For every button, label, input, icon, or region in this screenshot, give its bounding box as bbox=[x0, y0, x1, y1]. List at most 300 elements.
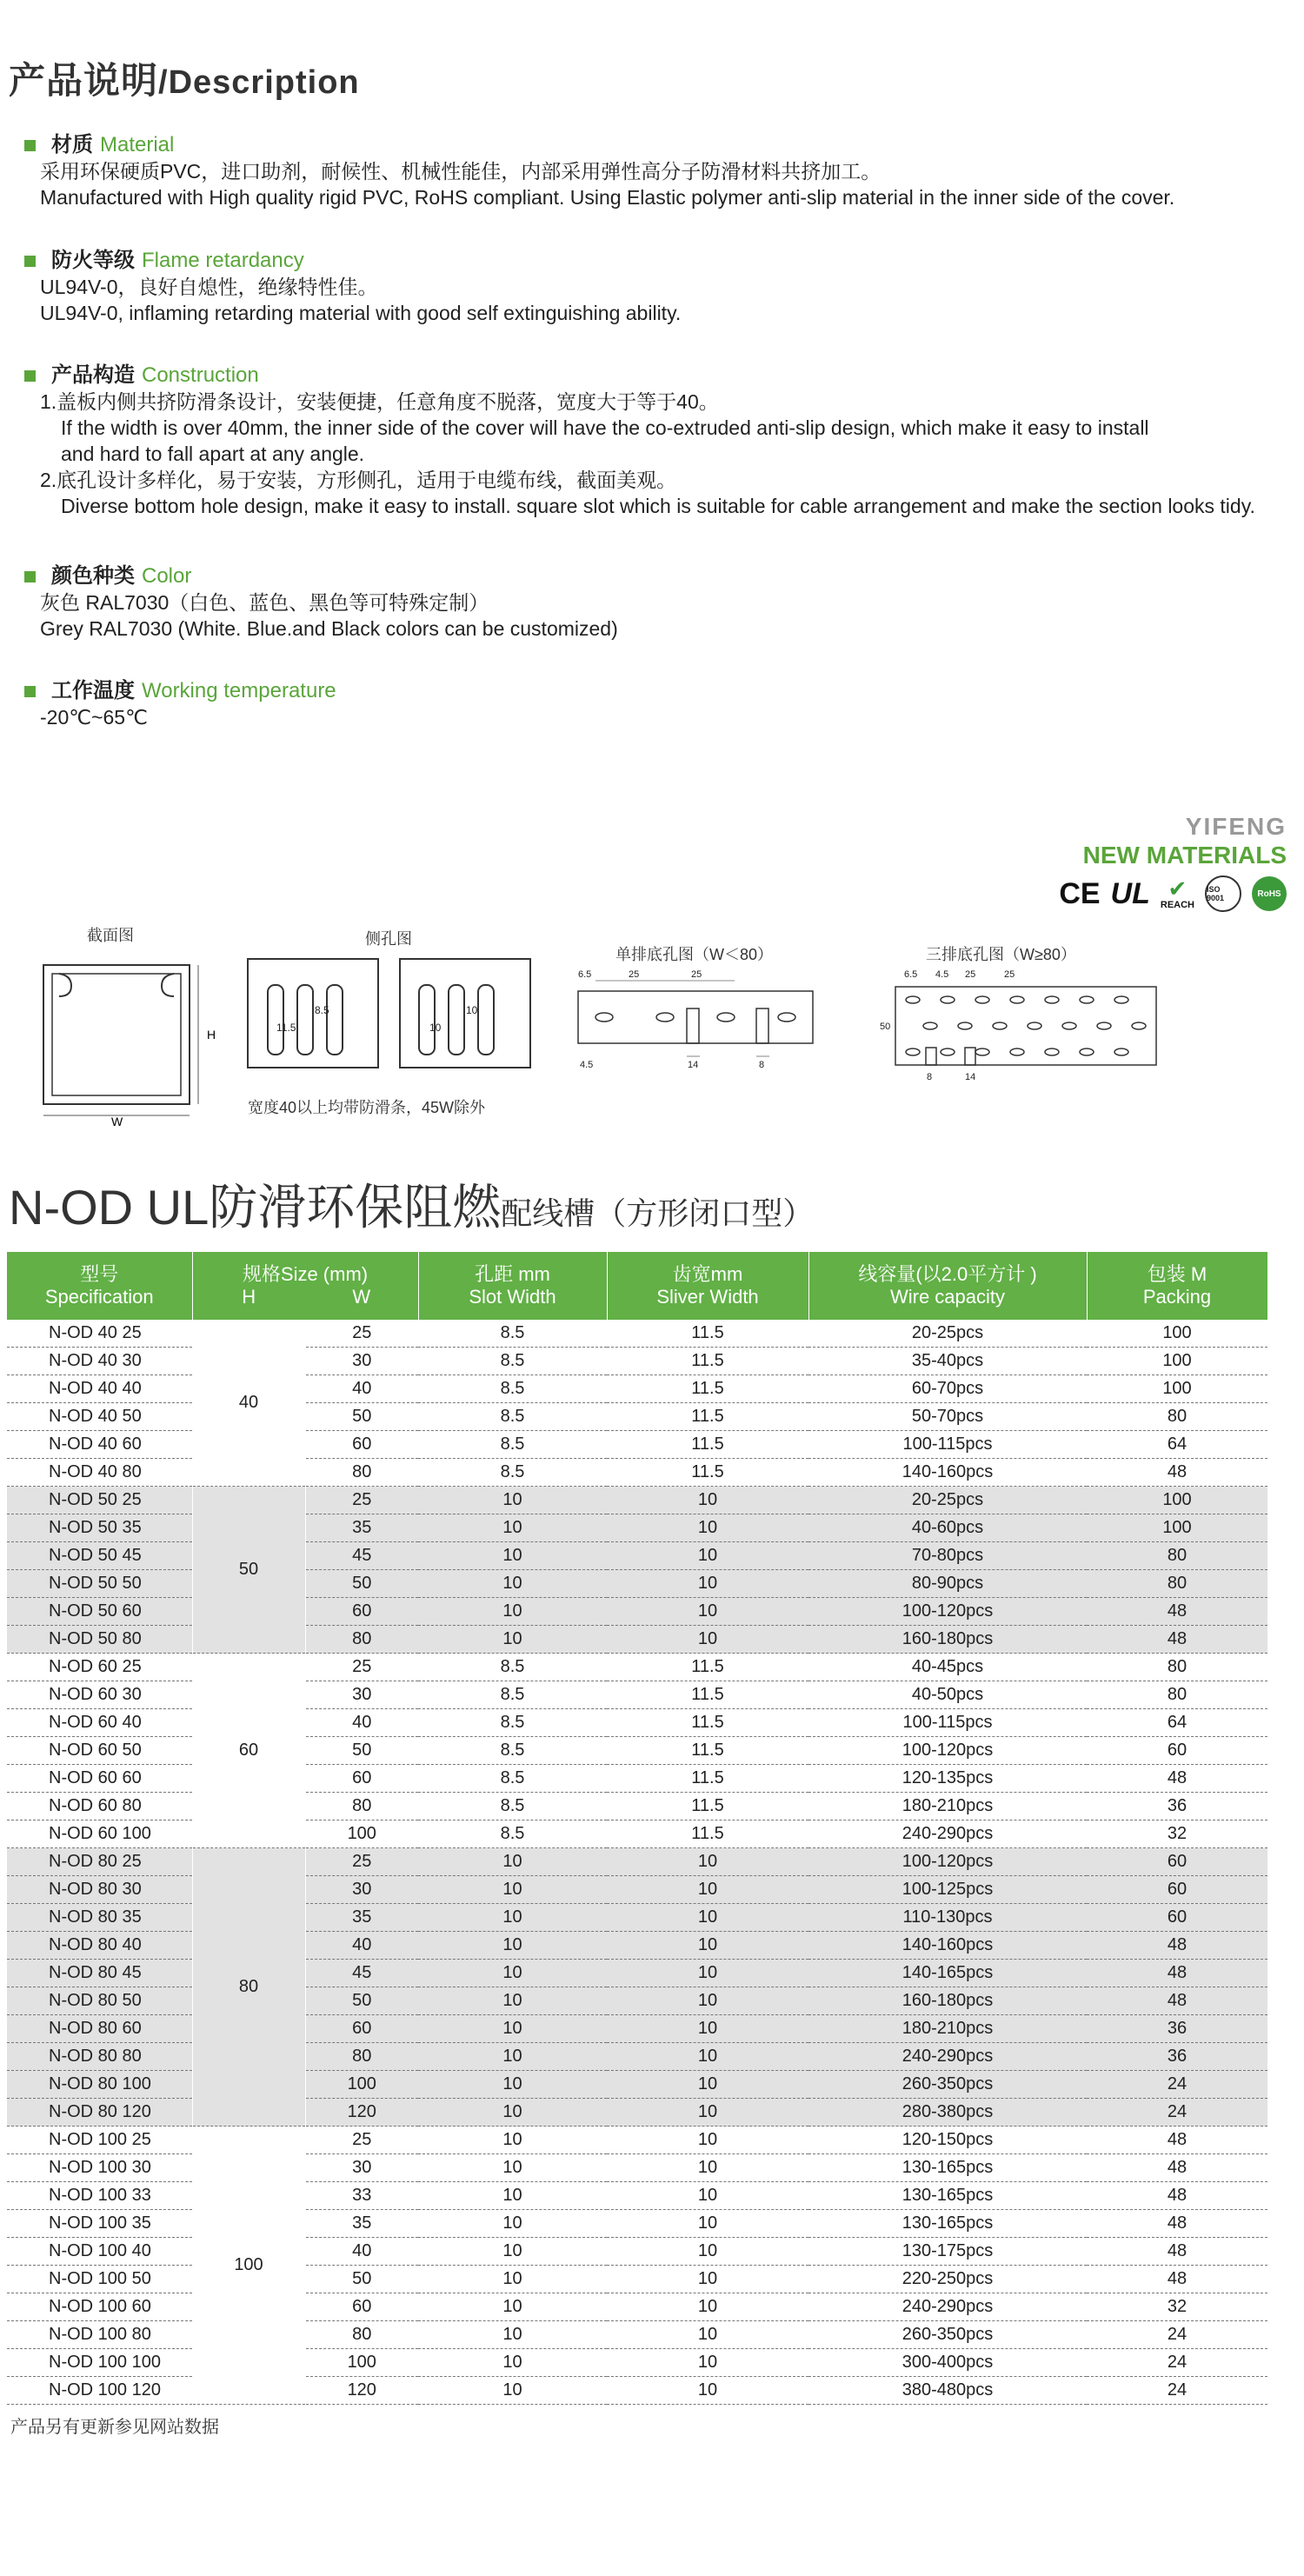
cell-w: 120 bbox=[305, 2377, 418, 2405]
cell-capacity: 40-60pcs bbox=[808, 1514, 1087, 1542]
cell-capacity: 130-175pcs bbox=[808, 2238, 1087, 2266]
cell-spec: N-OD 80 40 bbox=[7, 1932, 192, 1960]
cell-capacity: 260-350pcs bbox=[808, 2071, 1087, 2099]
cell-w: 25 bbox=[305, 1320, 418, 1348]
side-view-label: 侧孔图 bbox=[365, 930, 412, 948]
cell-sliver: 11.5 bbox=[607, 1375, 808, 1403]
cell-capacity: 130-165pcs bbox=[808, 2182, 1087, 2210]
section-title-en: Material bbox=[100, 133, 175, 156]
single-dim-2: 25 bbox=[629, 969, 640, 980]
cell-h: 40 bbox=[192, 1320, 305, 1487]
page-title-sep: / bbox=[158, 64, 169, 101]
cell-slot: 8.5 bbox=[418, 1737, 607, 1765]
cell-w: 80 bbox=[305, 1793, 418, 1821]
cell-capacity: 120-150pcs bbox=[808, 2127, 1087, 2154]
side-dim-3: 10 bbox=[466, 1004, 478, 1016]
cell-slot: 10 bbox=[418, 2154, 607, 2182]
cell-w: 30 bbox=[305, 1681, 418, 1709]
cell-sliver: 10 bbox=[607, 2210, 808, 2238]
construction-line-2: If the width is over 40mm, the inner side of the cover will have the co-extruded anti-slip design, which make it easy to install bbox=[61, 416, 1149, 439]
cell-spec: N-OD 60 50 bbox=[7, 1737, 192, 1765]
cell-capacity: 130-165pcs bbox=[808, 2154, 1087, 2182]
cell-packing: 24 bbox=[1087, 2377, 1267, 2405]
cell-spec: N-OD 80 50 bbox=[7, 1987, 192, 2015]
single-dim-5: 14 bbox=[688, 1060, 699, 1070]
col-slot-en: Slot Width bbox=[469, 1286, 556, 1308]
cell-sliver: 10 bbox=[607, 2266, 808, 2293]
section-title-en: Working temperature bbox=[142, 679, 336, 702]
cell-packing: 64 bbox=[1087, 1709, 1267, 1737]
cell-sliver: 10 bbox=[607, 2154, 808, 2182]
cell-w: 35 bbox=[305, 2210, 418, 2238]
cell-capacity: 20-25pcs bbox=[808, 1320, 1087, 1348]
single-dim-6: 8 bbox=[759, 1060, 765, 1070]
cell-w: 120 bbox=[305, 2099, 418, 2127]
cell-slot: 10 bbox=[418, 1542, 607, 1570]
cell-capacity: 380-480pcs bbox=[808, 2377, 1087, 2405]
cell-packing: 80 bbox=[1087, 1542, 1267, 1570]
cell-slot: 10 bbox=[418, 2266, 607, 2293]
table-group bbox=[7, 1320, 1267, 1487]
material-line-en: Manufactured with High quality rigid PVC, RoHS compliant. Using Elastic polymer anti-slip material in the inner side of the cover. bbox=[40, 186, 1175, 209]
cell-slot: 8.5 bbox=[418, 1403, 607, 1431]
cell-w: 80 bbox=[305, 2043, 418, 2071]
table-row bbox=[7, 1654, 1267, 1681]
cell-slot: 10 bbox=[418, 1987, 607, 2015]
cell-capacity: 240-290pcs bbox=[808, 1821, 1087, 1848]
col-cap-en: Wire capacity bbox=[889, 1286, 1006, 1308]
cell-spec: N-OD 60 40 bbox=[7, 1709, 192, 1737]
section-construction bbox=[24, 363, 1294, 519]
col-size bbox=[192, 1252, 418, 1320]
col-slot-cn: 孔距 mm bbox=[475, 1263, 550, 1285]
cell-capacity: 240-290pcs bbox=[808, 2293, 1087, 2321]
cell-w: 100 bbox=[305, 1821, 418, 1848]
cell-spec: N-OD 50 35 bbox=[7, 1514, 192, 1542]
cell-slot: 10 bbox=[418, 2099, 607, 2127]
cell-w: 40 bbox=[305, 1932, 418, 1960]
cell-spec: N-OD 100 30 bbox=[7, 2154, 192, 2182]
cell-packing: 100 bbox=[1087, 1487, 1267, 1514]
cell-slot: 10 bbox=[418, 2127, 607, 2154]
cell-h: 50 bbox=[192, 1487, 305, 1654]
cell-spec: N-OD 60 60 bbox=[7, 1765, 192, 1793]
side-dim-2: 11.5 bbox=[276, 1022, 296, 1034]
construction-line-4: 2.底孔设计多样化，易于安装，方形侧孔，适用于电缆布线，截面美观。 bbox=[40, 469, 677, 491]
triple-dim-1: 6.5 bbox=[904, 969, 918, 980]
single-dim-1: 6.5 bbox=[578, 969, 592, 980]
cell-spec: N-OD 80 80 bbox=[7, 2043, 192, 2071]
cell-capacity: 60-70pcs bbox=[808, 1375, 1087, 1403]
side-dim-1: 8.5 bbox=[315, 1004, 329, 1016]
section-view-label: 截面图 bbox=[87, 927, 134, 944]
brand-line-1: YIFENG bbox=[1185, 813, 1287, 840]
cell-sliver: 10 bbox=[607, 2071, 808, 2099]
cell-spec: N-OD 100 80 bbox=[7, 2321, 192, 2349]
cell-slot: 10 bbox=[418, 1626, 607, 1654]
cell-w: 45 bbox=[305, 1960, 418, 1987]
cell-capacity: 130-165pcs bbox=[808, 2210, 1087, 2238]
cell-spec: N-OD 40 60 bbox=[7, 1431, 192, 1459]
cell-w: 25 bbox=[305, 1487, 418, 1514]
cell-packing: 32 bbox=[1087, 1821, 1267, 1848]
cell-slot: 10 bbox=[418, 1598, 607, 1626]
cell-w: 50 bbox=[305, 1570, 418, 1598]
section-flame bbox=[24, 248, 1294, 326]
cell-capacity: 160-180pcs bbox=[808, 1987, 1087, 2015]
cell-spec: N-OD 100 40 bbox=[7, 2238, 192, 2266]
cell-slot: 8.5 bbox=[418, 1765, 607, 1793]
cell-spec: N-OD 60 30 bbox=[7, 1681, 192, 1709]
cell-packing: 36 bbox=[1087, 2015, 1267, 2043]
cell-w: 80 bbox=[305, 1626, 418, 1654]
page-title bbox=[9, 52, 360, 104]
cell-spec: N-OD 80 25 bbox=[7, 1848, 192, 1876]
color-line-en: Grey RAL7030 (White. Blue.and Black colors can be customized) bbox=[40, 617, 618, 640]
cell-capacity: 100-120pcs bbox=[808, 1598, 1087, 1626]
cell-packing: 100 bbox=[1087, 1320, 1267, 1348]
col-packing bbox=[1087, 1252, 1267, 1320]
flame-line-cn: UL94V-0，良好自熄性，绝缘特性佳。 bbox=[40, 276, 378, 298]
cell-sliver: 11.5 bbox=[607, 1403, 808, 1431]
dim-w-label: W bbox=[111, 1115, 123, 1126]
cell-packing: 100 bbox=[1087, 1514, 1267, 1542]
cell-slot: 10 bbox=[418, 2238, 607, 2266]
cell-slot: 10 bbox=[418, 1848, 607, 1876]
cell-packing: 80 bbox=[1087, 1570, 1267, 1598]
cell-slot: 10 bbox=[418, 2210, 607, 2238]
cell-capacity: 80-90pcs bbox=[808, 1570, 1087, 1598]
cell-w: 33 bbox=[305, 2182, 418, 2210]
cell-sliver: 10 bbox=[607, 1570, 808, 1598]
table-header-row bbox=[7, 1252, 1267, 1320]
bullet-square-icon bbox=[24, 140, 36, 151]
table-group bbox=[7, 1654, 1267, 1848]
section-title-cn: 材质 bbox=[51, 133, 93, 156]
cell-spec: N-OD 50 60 bbox=[7, 1598, 192, 1626]
cell-slot: 8.5 bbox=[418, 1431, 607, 1459]
cell-slot: 10 bbox=[418, 2293, 607, 2321]
col-cap-cn: 线容量(以2.0平方计 ) bbox=[858, 1263, 1037, 1285]
cell-packing: 48 bbox=[1087, 1932, 1267, 1960]
construction-line-3: and hard to fall apart at any angle. bbox=[61, 443, 365, 465]
brand-logo bbox=[1000, 813, 1287, 870]
cell-packing: 48 bbox=[1087, 1960, 1267, 1987]
cell-capacity: 40-45pcs bbox=[808, 1654, 1087, 1681]
cell-packing: 80 bbox=[1087, 1681, 1267, 1709]
side-view-diagram bbox=[243, 955, 539, 1076]
cell-sliver: 11.5 bbox=[607, 1709, 808, 1737]
cell-w: 40 bbox=[305, 1709, 418, 1737]
cell-packing: 24 bbox=[1087, 2071, 1267, 2099]
cell-spec: N-OD 40 25 bbox=[7, 1320, 192, 1348]
triple-row-label: 三排底孔图（W≥80） bbox=[926, 946, 1076, 963]
cell-sliver: 10 bbox=[607, 1960, 808, 1987]
color-line-cn: 灰色 RAL7030（白色、蓝色、黑色等可特殊定制） bbox=[40, 591, 489, 614]
material-line-cn: 采用环保硬质PVC，进口助剂，耐候性、机械性能佳，内部采用弹性高分子防滑材料共挤加工。 bbox=[40, 160, 882, 183]
cell-sliver: 10 bbox=[607, 1932, 808, 1960]
cell-sliver: 10 bbox=[607, 2377, 808, 2405]
cell-slot: 10 bbox=[418, 1570, 607, 1598]
rohs-icon: RoHS bbox=[1252, 876, 1287, 911]
cell-sliver: 10 bbox=[607, 2321, 808, 2349]
cell-w: 100 bbox=[305, 2071, 418, 2099]
cell-capacity: 140-165pcs bbox=[808, 1960, 1087, 1987]
cell-spec: N-OD 80 60 bbox=[7, 2015, 192, 2043]
section-title-en: Color bbox=[142, 564, 192, 588]
col-spec bbox=[7, 1252, 192, 1320]
col-size-label: 规格Size (mm) bbox=[242, 1263, 369, 1285]
cell-capacity: 280-380pcs bbox=[808, 2099, 1087, 2127]
col-slot bbox=[418, 1252, 607, 1320]
cell-w: 25 bbox=[305, 1848, 418, 1876]
product-title-sub: 配线槽（方形闭口型） bbox=[501, 1195, 815, 1231]
spec-table bbox=[7, 1252, 1268, 2405]
ul-mark-icon: UL bbox=[1110, 877, 1150, 910]
cell-sliver: 10 bbox=[607, 1598, 808, 1626]
single-dim-4: 4.5 bbox=[580, 1060, 594, 1070]
cell-w: 35 bbox=[305, 1514, 418, 1542]
cell-packing: 48 bbox=[1087, 1459, 1267, 1487]
triple-dim-4: 25 bbox=[1004, 969, 1015, 980]
cell-sliver: 10 bbox=[607, 1514, 808, 1542]
cell-h: 60 bbox=[192, 1654, 305, 1848]
cell-w: 50 bbox=[305, 1403, 418, 1431]
cell-slot: 10 bbox=[418, 1960, 607, 1987]
product-title-main: N-OD UL防滑环保阻燃 bbox=[9, 1180, 502, 1235]
section-title-cn: 工作温度 bbox=[51, 679, 135, 702]
section-title-cn: 产品构造 bbox=[51, 363, 135, 387]
cell-slot: 10 bbox=[418, 1932, 607, 1960]
cell-packing: 48 bbox=[1087, 2238, 1267, 2266]
cell-spec: N-OD 50 25 bbox=[7, 1487, 192, 1514]
cell-slot: 8.5 bbox=[418, 1681, 607, 1709]
cell-capacity: 220-250pcs bbox=[808, 2266, 1087, 2293]
cell-packing: 24 bbox=[1087, 2321, 1267, 2349]
cell-w: 30 bbox=[305, 2154, 418, 2182]
cell-capacity: 300-400pcs bbox=[808, 2349, 1087, 2377]
page-title-cn: 产品说明 bbox=[9, 60, 159, 101]
cell-packing: 60 bbox=[1087, 1737, 1267, 1765]
cell-capacity: 100-120pcs bbox=[808, 1737, 1087, 1765]
cell-sliver: 10 bbox=[607, 2349, 808, 2377]
cell-sliver: 11.5 bbox=[607, 1821, 808, 1848]
cell-packing: 48 bbox=[1087, 1598, 1267, 1626]
cell-spec: N-OD 100 50 bbox=[7, 2266, 192, 2293]
side-dim-4: 10 bbox=[429, 1022, 442, 1034]
table-row bbox=[7, 1848, 1267, 1876]
cell-sliver: 11.5 bbox=[607, 1348, 808, 1375]
cell-slot: 10 bbox=[418, 2349, 607, 2377]
cell-spec: N-OD 100 120 bbox=[7, 2377, 192, 2405]
col-sliver-en: Sliver Width bbox=[656, 1286, 759, 1308]
cell-sliver: 10 bbox=[607, 2015, 808, 2043]
table-row bbox=[7, 1320, 1267, 1348]
cell-packing: 36 bbox=[1087, 1793, 1267, 1821]
cert-row bbox=[1000, 874, 1287, 914]
cell-w: 60 bbox=[305, 1598, 418, 1626]
cell-w: 40 bbox=[305, 2238, 418, 2266]
cell-spec: N-OD 100 25 bbox=[7, 2127, 192, 2154]
dim-h-label: H bbox=[207, 1028, 216, 1042]
cell-packing: 32 bbox=[1087, 2293, 1267, 2321]
cell-packing: 48 bbox=[1087, 2182, 1267, 2210]
cell-slot: 10 bbox=[418, 2043, 607, 2071]
cell-capacity: 160-180pcs bbox=[808, 1626, 1087, 1654]
cell-slot: 8.5 bbox=[418, 1709, 607, 1737]
cell-w: 50 bbox=[305, 2266, 418, 2293]
cell-sliver: 10 bbox=[607, 2182, 808, 2210]
iso-icon: ISO 9001 bbox=[1205, 875, 1241, 912]
cell-capacity: 180-210pcs bbox=[808, 2015, 1087, 2043]
cell-w: 25 bbox=[305, 1654, 418, 1681]
cell-sliver: 10 bbox=[607, 1904, 808, 1932]
cell-spec: N-OD 40 80 bbox=[7, 1459, 192, 1487]
single-row-label: 单排底孔图（W＜80） bbox=[615, 946, 774, 963]
product-title bbox=[9, 1169, 814, 1239]
triple-dim-7: 14 bbox=[965, 1072, 976, 1082]
cell-sliver: 11.5 bbox=[607, 1654, 808, 1681]
col-pack-cn: 包装 M bbox=[1147, 1263, 1208, 1285]
cell-spec: N-OD 100 60 bbox=[7, 2293, 192, 2321]
col-capacity bbox=[808, 1252, 1087, 1320]
cell-capacity: 120-135pcs bbox=[808, 1765, 1087, 1793]
cell-w: 60 bbox=[305, 1431, 418, 1459]
single-dim-3: 25 bbox=[691, 969, 702, 980]
cell-w: 80 bbox=[305, 2321, 418, 2349]
cell-slot: 10 bbox=[418, 2071, 607, 2099]
cell-sliver: 11.5 bbox=[607, 1431, 808, 1459]
col-sliver-cn: 齿宽mm bbox=[672, 1263, 743, 1285]
cell-w: 30 bbox=[305, 1348, 418, 1375]
cell-capacity: 260-350pcs bbox=[808, 2321, 1087, 2349]
cell-sliver: 10 bbox=[607, 2293, 808, 2321]
diagram-note: 宽度40以上均带防滑条，45W除外 bbox=[248, 1099, 486, 1116]
cell-capacity: 240-290pcs bbox=[808, 2043, 1087, 2071]
section-color bbox=[24, 563, 1294, 642]
col-sliver bbox=[607, 1252, 808, 1320]
cell-h: 100 bbox=[192, 2127, 305, 2405]
cell-spec: N-OD 50 80 bbox=[7, 1626, 192, 1654]
cell-sliver: 11.5 bbox=[607, 1793, 808, 1821]
cell-slot: 8.5 bbox=[418, 1320, 607, 1348]
cell-w: 35 bbox=[305, 1904, 418, 1932]
cell-w: 50 bbox=[305, 1737, 418, 1765]
ce-mark-icon: CE bbox=[1059, 877, 1101, 910]
bullet-square-icon bbox=[24, 256, 36, 267]
reach-label: REACH bbox=[1160, 900, 1194, 910]
reach-icon: ✔ REACH bbox=[1160, 875, 1194, 910]
cell-slot: 10 bbox=[418, 2182, 607, 2210]
cell-slot: 8.5 bbox=[418, 1375, 607, 1403]
cell-packing: 60 bbox=[1087, 1876, 1267, 1904]
single-row-diagram bbox=[569, 965, 830, 1087]
cell-sliver: 11.5 bbox=[607, 1765, 808, 1793]
cell-w: 50 bbox=[305, 1987, 418, 2015]
cell-capacity: 40-50pcs bbox=[808, 1681, 1087, 1709]
cell-sliver: 10 bbox=[607, 2127, 808, 2154]
cell-spec: N-OD 80 120 bbox=[7, 2099, 192, 2127]
section-temperature bbox=[24, 678, 1294, 730]
cell-packing: 48 bbox=[1087, 2210, 1267, 2238]
cell-spec: N-OD 40 50 bbox=[7, 1403, 192, 1431]
cell-spec: N-OD 50 45 bbox=[7, 1542, 192, 1570]
bullet-square-icon bbox=[24, 571, 36, 582]
cell-slot: 8.5 bbox=[418, 1654, 607, 1681]
cell-sliver: 10 bbox=[607, 1987, 808, 2015]
section-view-diagram bbox=[24, 952, 216, 1126]
cell-w: 60 bbox=[305, 2293, 418, 2321]
col-w: W bbox=[352, 1286, 371, 1308]
cell-slot: 10 bbox=[418, 1904, 607, 1932]
cell-capacity: 35-40pcs bbox=[808, 1348, 1087, 1375]
col-spec-cn: 型号 bbox=[80, 1263, 119, 1285]
triple-dim-5: 50 bbox=[880, 1022, 891, 1032]
cell-capacity: 100-125pcs bbox=[808, 1876, 1087, 1904]
cell-capacity: 20-25pcs bbox=[808, 1487, 1087, 1514]
cell-spec: N-OD 50 50 bbox=[7, 1570, 192, 1598]
cell-slot: 10 bbox=[418, 2377, 607, 2405]
construction-line-1: 1.盖板内侧共挤防滑条设计，安装便捷，任意角度不脱落，宽度大于等于40。 bbox=[40, 390, 719, 413]
section-title-en: Flame retardancy bbox=[142, 249, 304, 272]
cell-spec: N-OD 80 100 bbox=[7, 2071, 192, 2099]
cell-packing: 100 bbox=[1087, 1348, 1267, 1375]
cell-capacity: 140-160pcs bbox=[808, 1932, 1087, 1960]
triple-row-diagram bbox=[878, 965, 1165, 1095]
cell-spec: N-OD 40 30 bbox=[7, 1348, 192, 1375]
cell-w: 45 bbox=[305, 1542, 418, 1570]
cell-w: 30 bbox=[305, 1876, 418, 1904]
cell-slot: 10 bbox=[418, 1514, 607, 1542]
cell-capacity: 110-130pcs bbox=[808, 1904, 1087, 1932]
section-title-cn: 防火等级 bbox=[51, 249, 135, 272]
cell-slot: 8.5 bbox=[418, 1459, 607, 1487]
temperature-line: -20℃~65℃ bbox=[40, 706, 148, 729]
brand-line-2: NEW MATERIALS bbox=[1082, 842, 1287, 869]
cell-packing: 48 bbox=[1087, 2127, 1267, 2154]
cell-spec: N-OD 100 35 bbox=[7, 2210, 192, 2238]
cell-sliver: 10 bbox=[607, 2043, 808, 2071]
cell-sliver: 10 bbox=[607, 2238, 808, 2266]
cell-w: 80 bbox=[305, 1459, 418, 1487]
cell-spec: N-OD 80 35 bbox=[7, 1904, 192, 1932]
cell-slot: 8.5 bbox=[418, 1348, 607, 1375]
cell-sliver: 11.5 bbox=[607, 1459, 808, 1487]
cell-sliver: 11.5 bbox=[607, 1320, 808, 1348]
cell-capacity: 50-70pcs bbox=[808, 1403, 1087, 1431]
cell-slot: 8.5 bbox=[418, 1821, 607, 1848]
cell-sliver: 10 bbox=[607, 1487, 808, 1514]
cell-slot: 10 bbox=[418, 1487, 607, 1514]
cell-slot: 10 bbox=[418, 2015, 607, 2043]
table-group bbox=[7, 1848, 1267, 2127]
triple-dim-2: 4.5 bbox=[935, 969, 949, 980]
cell-packing: 48 bbox=[1087, 2154, 1267, 2182]
cell-slot: 8.5 bbox=[418, 1793, 607, 1821]
bullet-square-icon bbox=[24, 370, 36, 382]
cell-sliver: 10 bbox=[607, 1848, 808, 1876]
cell-packing: 80 bbox=[1087, 1654, 1267, 1681]
triple-dim-6: 8 bbox=[927, 1072, 933, 1082]
cell-spec: N-OD 60 25 bbox=[7, 1654, 192, 1681]
cell-w: 40 bbox=[305, 1375, 418, 1403]
cell-packing: 24 bbox=[1087, 2099, 1267, 2127]
cell-packing: 48 bbox=[1087, 1626, 1267, 1654]
table-row bbox=[7, 2127, 1267, 2154]
cell-sliver: 10 bbox=[607, 2099, 808, 2127]
cell-packing: 60 bbox=[1087, 1848, 1267, 1876]
cell-spec: N-OD 40 40 bbox=[7, 1375, 192, 1403]
